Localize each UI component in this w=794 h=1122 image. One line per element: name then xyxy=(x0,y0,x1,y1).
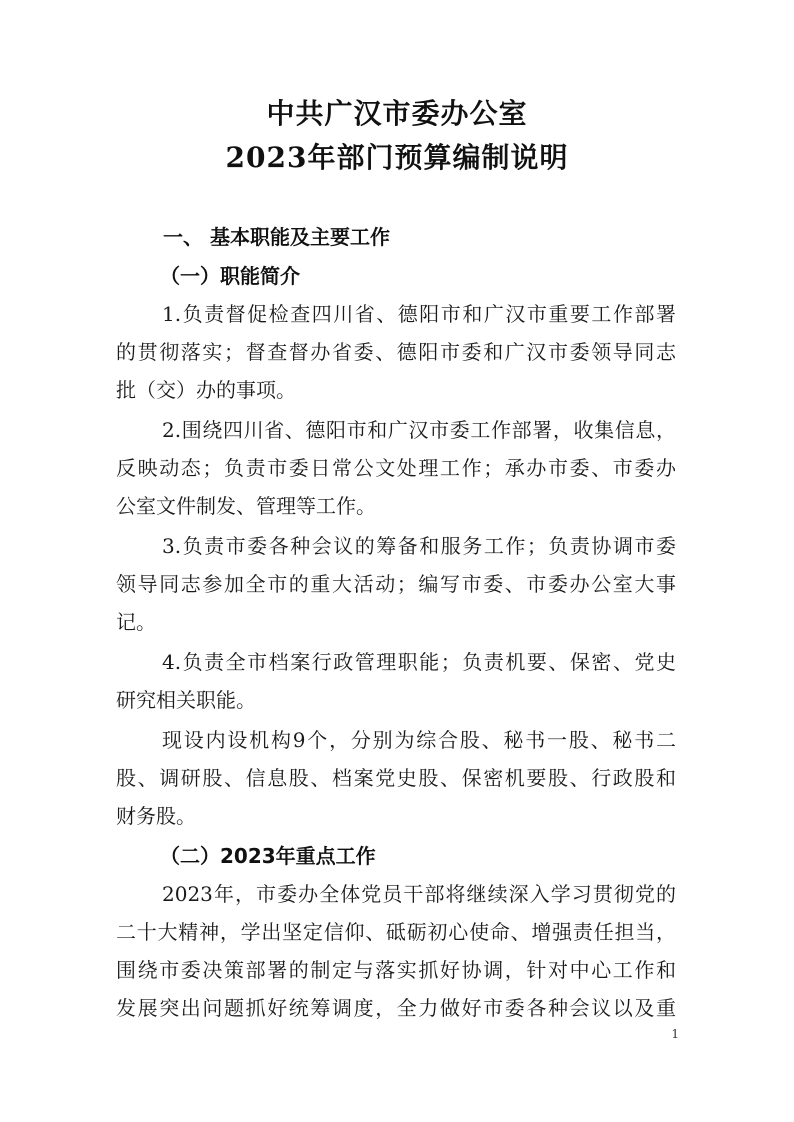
paragraph-6-line-3: 围绕市委决策部署的制定与落实抓好协调，针对中心工作和 xyxy=(116,958,676,982)
subsection-heading-key-work-2023: （二）2023年重点工作 xyxy=(160,844,376,868)
paragraph-5-line-1: 现设内设机构9个，分别为综合股、秘书一股、秘书二 xyxy=(162,728,676,752)
paragraph-6-line-4: 发展突出问题抓好统筹调度，全力做好市委各种会议以及重 xyxy=(116,996,676,1020)
section-heading-basic-functions: 一、 基本职能及主要工作 xyxy=(163,225,390,249)
paragraph-1-line-3: 批（交）办的事项。 xyxy=(116,378,296,402)
document-title-line2: 2023年部门预算编制说明 xyxy=(225,141,569,174)
paragraph-1-line-1: 1.负责督促检查四川省、德阳市和广汉市重要工作部署 xyxy=(162,302,676,326)
paragraph-4-line-2: 研究相关职能。 xyxy=(116,688,256,712)
paragraph-3-line-3: 记。 xyxy=(116,610,156,634)
page-number: 1 xyxy=(671,1027,679,1041)
paragraph-2-line-3: 公室文件制发、管理等工作。 xyxy=(116,494,376,518)
paragraph-4-line-1: 4.负责全市档案行政管理职能；负责机要、保密、党史 xyxy=(162,650,676,674)
paragraph-1-line-2: 的贯彻落实；督查督办省委、德阳市委和广汉市委领导同志 xyxy=(116,340,676,364)
paragraph-3-line-2: 领导同志参加全市的重大活动；编写市委、市委办公室大事 xyxy=(116,572,676,596)
document-title-line1: 中共广汉市委办公室 xyxy=(266,97,528,130)
subsection-heading-function-intro: （一）职能简介 xyxy=(160,264,300,288)
paragraph-6-line-2: 二十大精神，学出坚定信仰、砥砺初心使命、增强责任担当， xyxy=(116,920,676,944)
paragraph-5-line-3: 财务股。 xyxy=(116,804,196,828)
paragraph-5-line-2: 股、调研股、信息股、档案党史股、保密机要股、行政股和 xyxy=(116,766,676,790)
paragraph-3-line-1: 3.负责市委各种会议的筹备和服务工作；负责协调市委 xyxy=(162,534,676,558)
paragraph-6-line-1: 2023年，市委办全体党员干部将继续深入学习贯彻党的 xyxy=(162,882,676,906)
paragraph-2-line-1: 2.围绕四川省、德阳市和广汉市委工作部署，收集信息， xyxy=(162,418,676,442)
paragraph-2-line-2: 反映动态；负责市委日常公文处理工作；承办市委、市委办 xyxy=(116,456,676,480)
